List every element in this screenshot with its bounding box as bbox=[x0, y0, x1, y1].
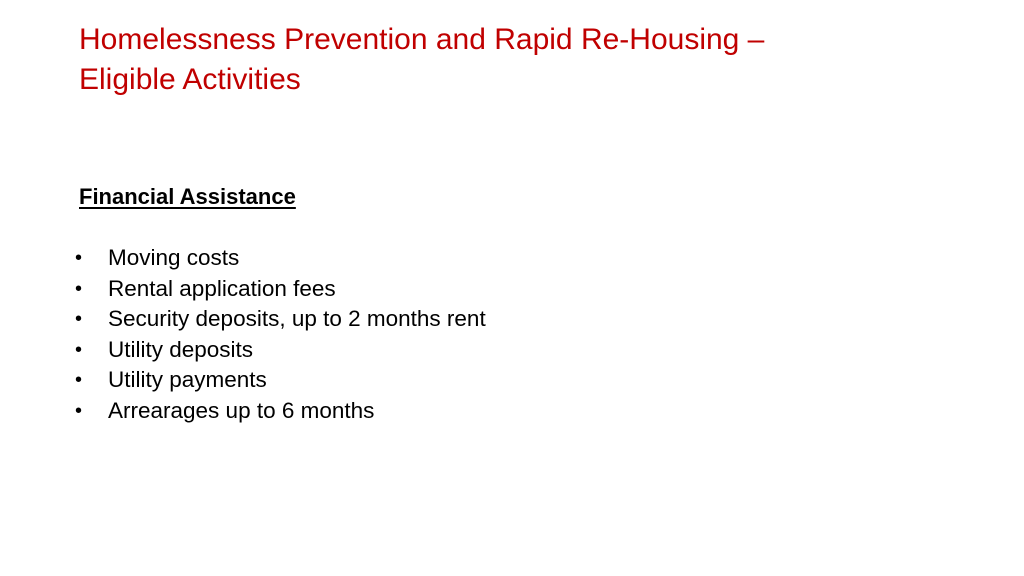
bullet-icon: • bbox=[75, 338, 83, 361]
list-item-text: Moving costs bbox=[108, 245, 240, 270]
bullet-icon: • bbox=[75, 399, 83, 422]
list-item-text: Rental application fees bbox=[108, 275, 336, 301]
slide-title bbox=[79, 20, 959, 100]
bullet-icon: • bbox=[75, 369, 83, 392]
slide-title-line: Eligible Activities bbox=[79, 63, 301, 96]
list-item-text: Arrearages up to 6 months bbox=[108, 397, 375, 423]
list-item-text: Security deposits, up to 2 months rent bbox=[108, 306, 486, 332]
bullet-icon: • bbox=[75, 308, 83, 331]
list-item-text: Utility payments bbox=[108, 367, 267, 393]
list-item-text: Utility deposits bbox=[108, 336, 254, 362]
section-heading: Financial Assistance bbox=[79, 184, 296, 209]
slide-title-line: Homelessness Prevention and Rapid Re-Housing – bbox=[79, 23, 765, 56]
bullet-icon: • bbox=[75, 247, 83, 269]
bullet-icon: • bbox=[75, 277, 83, 300]
